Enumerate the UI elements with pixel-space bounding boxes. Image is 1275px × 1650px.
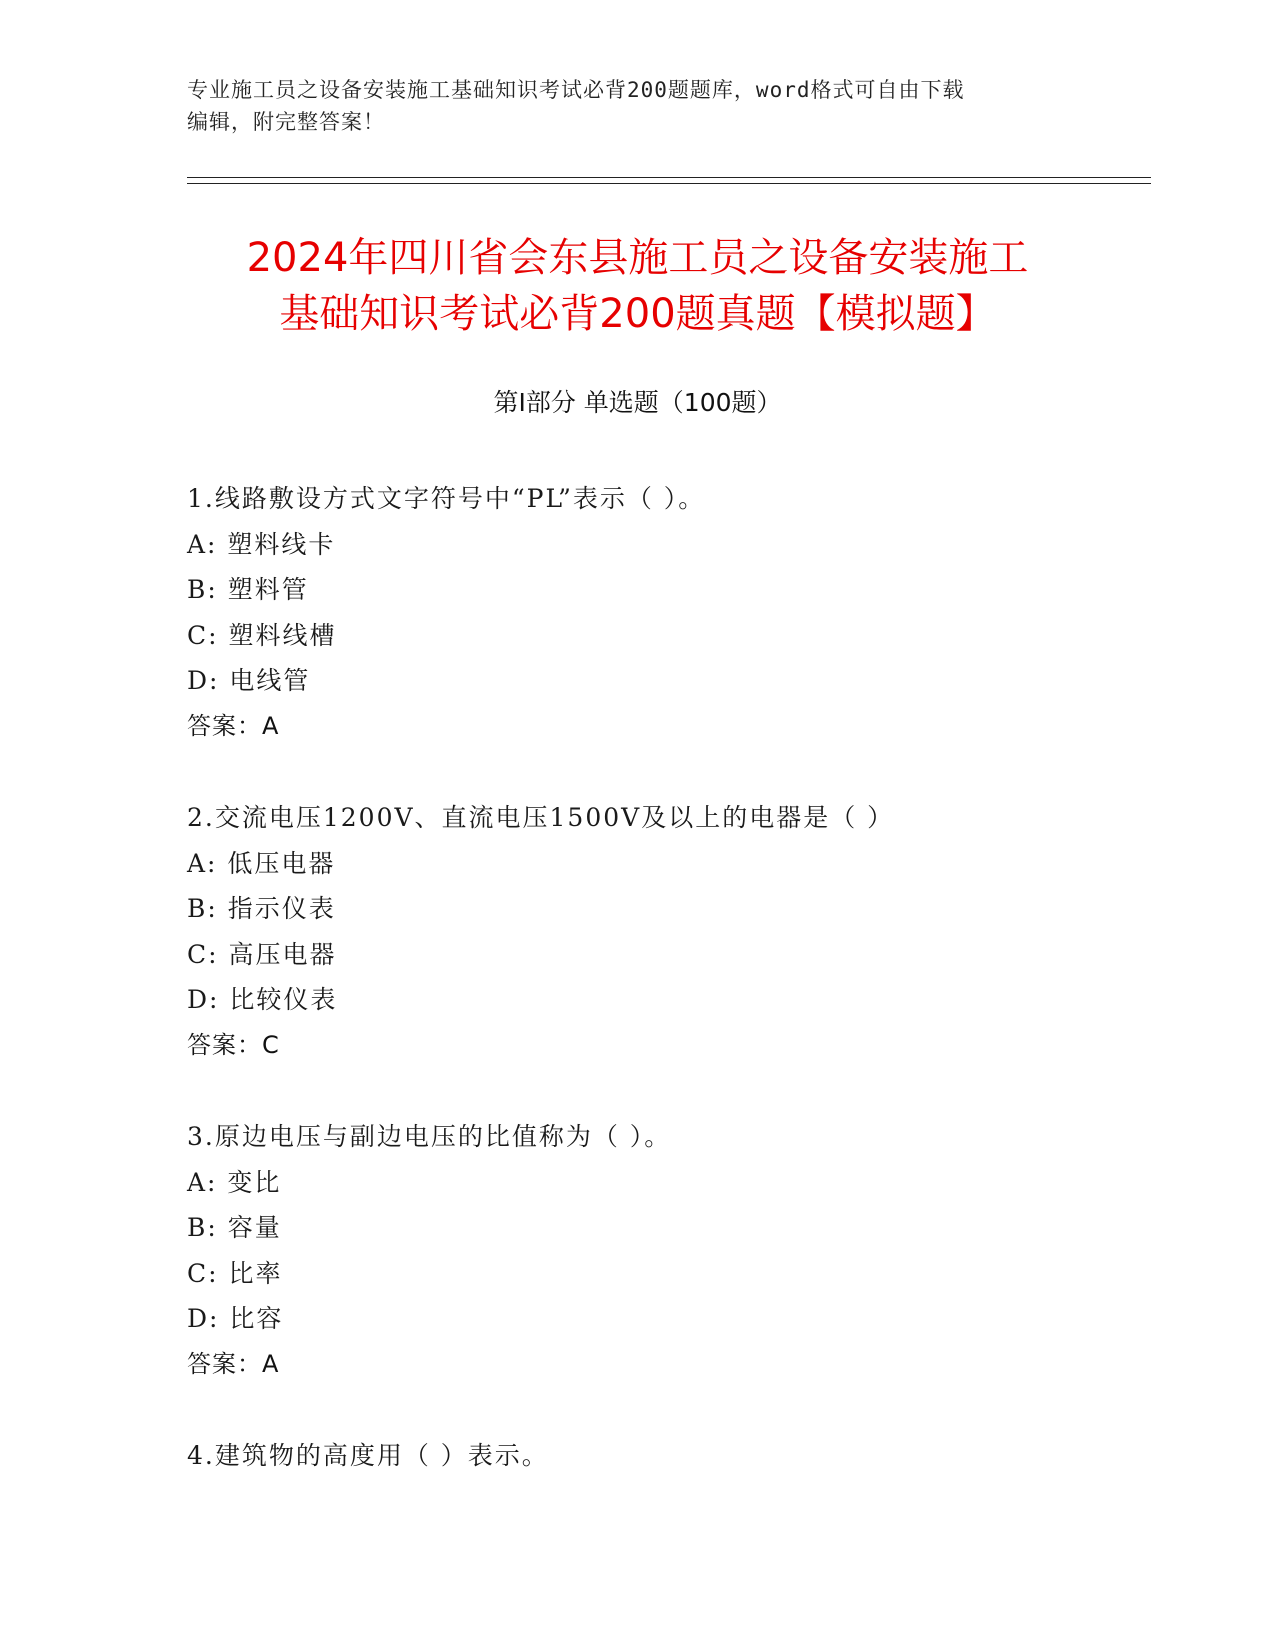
- section-title: 第I部分 单选题（100题）: [493, 388, 782, 417]
- header-note-line1: 专业施工员之设备安装施工基础知识考试必背200题题库，word格式可自由下载: [187, 78, 965, 102]
- question-3: [187, 1114, 1147, 1387]
- option-b: B: 指示仪表: [187, 894, 336, 923]
- option-a: A: 低压电器: [187, 848, 336, 878]
- question-list: [187, 476, 1147, 1525]
- option-a: A: 塑料线卡: [187, 529, 336, 559]
- document-title-line1: 2024年四川省会东县施工员之设备安装施工: [246, 235, 1029, 281]
- option-b: B: 塑料管: [187, 575, 309, 604]
- question-stem: 4.建筑物的高度用（ ）表示。: [187, 1441, 549, 1470]
- question-2: [187, 795, 1147, 1068]
- question-1: [187, 476, 1147, 749]
- question-stem: 3.原边电压与副边电压的比值称为（ ）。: [187, 1122, 672, 1151]
- option-a: A: 变比: [187, 1167, 282, 1197]
- question-stem: 1.线路敷设方式文字符号中“PL”表示（ ）。: [187, 484, 706, 513]
- option-c: C: 塑料线槽: [187, 620, 337, 650]
- option-c: C: 高压电器: [187, 939, 337, 969]
- header-divider-bottom: [187, 183, 1151, 184]
- header-note: [187, 74, 1087, 138]
- answer: 答案：C: [187, 1030, 280, 1059]
- option-d: D: 电线管: [187, 666, 311, 695]
- header-divider-top: [187, 177, 1151, 178]
- answer: 答案：A: [187, 1349, 280, 1378]
- document-title-line2: 基础知识考试必背200题真题【模拟题】: [279, 291, 996, 337]
- header-note-line2: 编辑，附完整答案！: [187, 110, 385, 134]
- option-d: D: 比容: [187, 1304, 284, 1333]
- document-title: [160, 230, 1115, 342]
- option-c: C: 比率: [187, 1258, 283, 1288]
- option-d: D: 比较仪表: [187, 985, 338, 1014]
- question-stem: 2.交流电压1200V、直流电压1500V及以上的电器是（ ）: [187, 803, 895, 832]
- answer: 答案：A: [187, 711, 280, 740]
- option-b: B: 容量: [187, 1213, 282, 1242]
- question-4: [187, 1433, 1147, 1479]
